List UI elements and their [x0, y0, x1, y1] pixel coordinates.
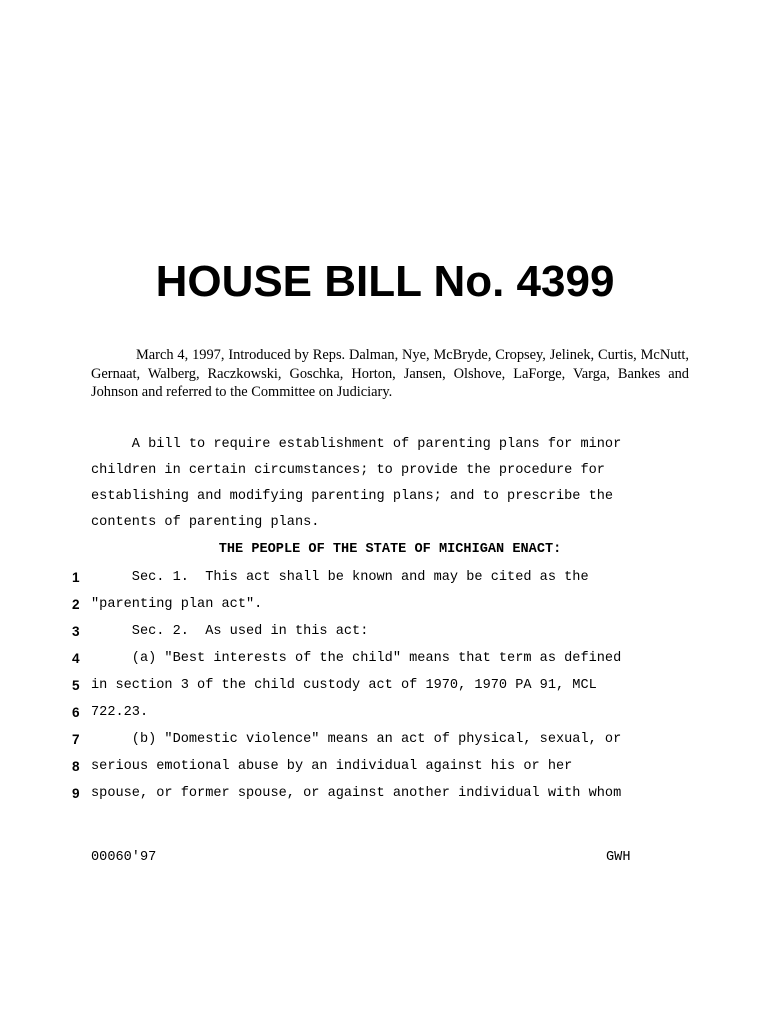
body-line [0, 699, 770, 726]
line-number: 2 [72, 597, 80, 612]
bill-title: HOUSE BILL No. 4399 [155, 257, 615, 306]
line-number: 3 [72, 624, 80, 639]
line-text: serious emotional abuse by an individual against his or her [91, 759, 573, 774]
line-text: (a) "Best interests of the child" means that term as defined [91, 651, 622, 666]
line-number: 6 [72, 705, 80, 720]
purpose-line: establishing and modifying parenting plans; and to prescribe the [91, 489, 614, 504]
line-text: spouse, or former spouse, or against another individual with whom [91, 786, 622, 801]
body-line [0, 645, 770, 672]
line-text: (b) "Domestic violence" means an act of physical, sexual, or [91, 732, 622, 747]
introduction-paragraph [91, 346, 689, 402]
body-line [0, 780, 770, 807]
line-number: 5 [72, 678, 80, 693]
line-text: Sec. 2. As used in this act: [91, 624, 369, 639]
line-text: Sec. 1. This act shall be known and may be cited as the [91, 570, 589, 585]
body-line [0, 753, 770, 780]
line-number: 8 [72, 759, 80, 774]
enacting-clause: THE PEOPLE OF THE STATE OF MICHIGAN ENACT: [218, 542, 562, 557]
body-line [0, 564, 770, 591]
line-number: 1 [72, 570, 80, 585]
purpose-line: A bill to require establishment of parenting plans for minor [91, 437, 622, 452]
line-text: "parenting plan act". [91, 597, 263, 612]
line-text: 722.23. [91, 705, 149, 720]
body-line [0, 591, 770, 618]
line-number: 9 [72, 786, 80, 801]
introduction-text: March 4, 1997, Introduced by Reps. Dalman, Nye, McBryde, Cropsey, Jelinek, Curtis, McNutt, Gernaat, Walberg, Raczkowski, Goschka, Horton, Jansen, Olshove, LaForge, Varga, Bankes and Johnson and referred to the Committee on Judiciary. [91, 347, 689, 400]
body-line [0, 618, 770, 645]
body-line [0, 726, 770, 753]
line-number: 7 [72, 732, 80, 747]
drafter-initials: GWH [606, 850, 631, 865]
document-code: 00060'97 [91, 850, 157, 865]
purpose-line: children in certain circumstances; to provide the procedure for [91, 463, 605, 478]
body-line [0, 672, 770, 699]
line-number: 4 [72, 651, 80, 666]
purpose-line: contents of parenting plans. [91, 515, 320, 530]
line-text: in section 3 of the child custody act of 1970, 1970 PA 91, MCL [91, 678, 597, 693]
